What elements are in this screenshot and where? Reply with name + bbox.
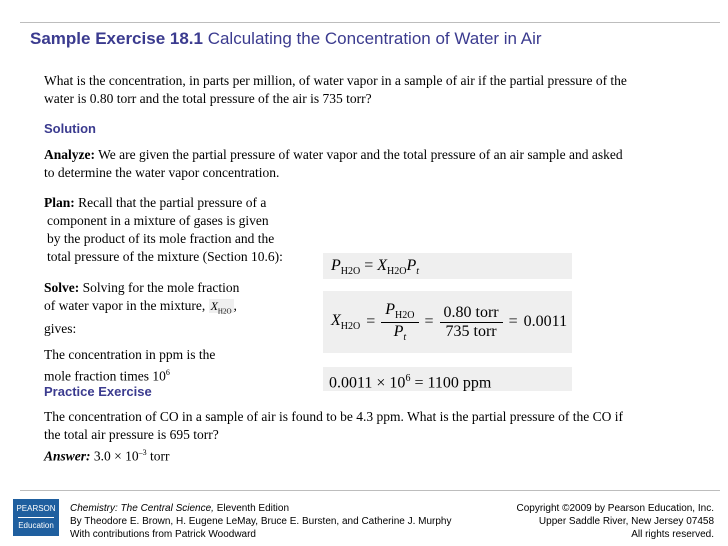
top-rule [20, 22, 720, 23]
plan-line: by the product of its mole fraction and the [47, 231, 275, 246]
fraction-symbolic: $\frac{P_{H2O}}{P_t}$ [381, 301, 418, 342]
plan-line: component in a mixture of gases is given [47, 213, 269, 228]
solve-line: Solving for the mole fraction [82, 280, 240, 295]
equation-ppm: $0.0011 \times 10^6 = 1100$ ppm [323, 367, 572, 391]
answer-line: Answer: $3.0 \times 10^{-3}$ torr [44, 448, 170, 464]
copyright-block [517, 502, 715, 541]
slide-title [30, 29, 542, 49]
equation-partial-pressure: $P_{H2O} = X_{H2O}P_t$ [323, 253, 572, 279]
analyze-text [44, 146, 623, 182]
equation-mole-fraction: $X_{H2O}$ = $\frac{P_{H2O}}{P_t}$ = $\frac{\text{0.80 torr}}{\text{735 torr}}$ = 0.0011 [323, 291, 572, 353]
practice-text [44, 408, 623, 466]
practice-heading: Practice Exercise [44, 384, 152, 399]
plan-line: total pressure of the mixture (Section 10.6): [47, 249, 283, 264]
practice-line: the total air pressure is 695 torr? [44, 427, 219, 442]
plan-label: Plan: [44, 195, 75, 210]
exercise-title: Calculating the Concentration of Water in Air [207, 29, 542, 48]
answer-label: Answer: [44, 448, 91, 464]
book-authors: By Theodore E. Brown, H. Eugene LeMay, Bruce E. Bursten, and Catherine J. Murphy [70, 516, 452, 527]
solve-line: of water vapor in the mixture, [44, 298, 206, 313]
solution-heading: Solution [44, 121, 96, 136]
plan-text [44, 194, 283, 266]
question-line: water is 0.80 torr and the total pressure of the air is 735 torr? [44, 91, 372, 106]
analyze-label: Analyze: [44, 147, 95, 162]
fraction-numeric: $\frac{\text{0.80 torr}}{\text{735 torr}}$ [440, 304, 503, 341]
solve-label: Solve: [44, 280, 80, 295]
bottom-rule [20, 490, 720, 491]
book-edition: Eleventh Edition [216, 503, 290, 514]
concentration-line: The concentration in ppm is the [44, 347, 216, 362]
plan-line: Recall that the partial pressure of a [78, 195, 267, 210]
rights-line: All rights reserved. [631, 529, 714, 540]
mole-fraction-symbol: $X_{H2O}$ [210, 299, 232, 316]
concentration-line: mole fraction times 10 [44, 368, 166, 384]
book-contributors: With contributions from Patrick Woodward [70, 529, 256, 540]
copyright-line: Copyright ©2009 by Pearson Education, Inc. [516, 503, 714, 514]
concentration-text: The concentration in ppm is the mole fraction times $10^6$ [44, 347, 216, 384]
pearson-logo: PEARSON Education [13, 499, 59, 536]
analyze-line: to determine the water vapor concentration. [44, 165, 280, 180]
exercise-label: Sample Exercise 18.1 [30, 29, 203, 48]
question-text [44, 72, 627, 108]
book-title: Chemistry: The Central Science, [70, 503, 214, 514]
solve-text: Solve: Solving for the mole fraction of water vapor in the mixture, $X_{H2O}$ , gives: [44, 280, 240, 337]
publisher-address: Upper Saddle River, New Jersey 07458 [538, 516, 714, 527]
solve-line: gives: [44, 321, 77, 337]
mole-fraction-result: 0.0011 [523, 313, 568, 330]
practice-line: The concentration of CO in a sample of air is found to be 4.3 ppm. What is the partial pressure of the CO if [44, 409, 623, 424]
analyze-line: We are given the partial pressure of water vapor and the total pressure of an air sample and asked [98, 147, 623, 162]
question-line: What is the concentration, in parts per million, of water vapor in a sample of air if the partial pressure of the [44, 73, 627, 88]
book-citation [70, 502, 452, 541]
